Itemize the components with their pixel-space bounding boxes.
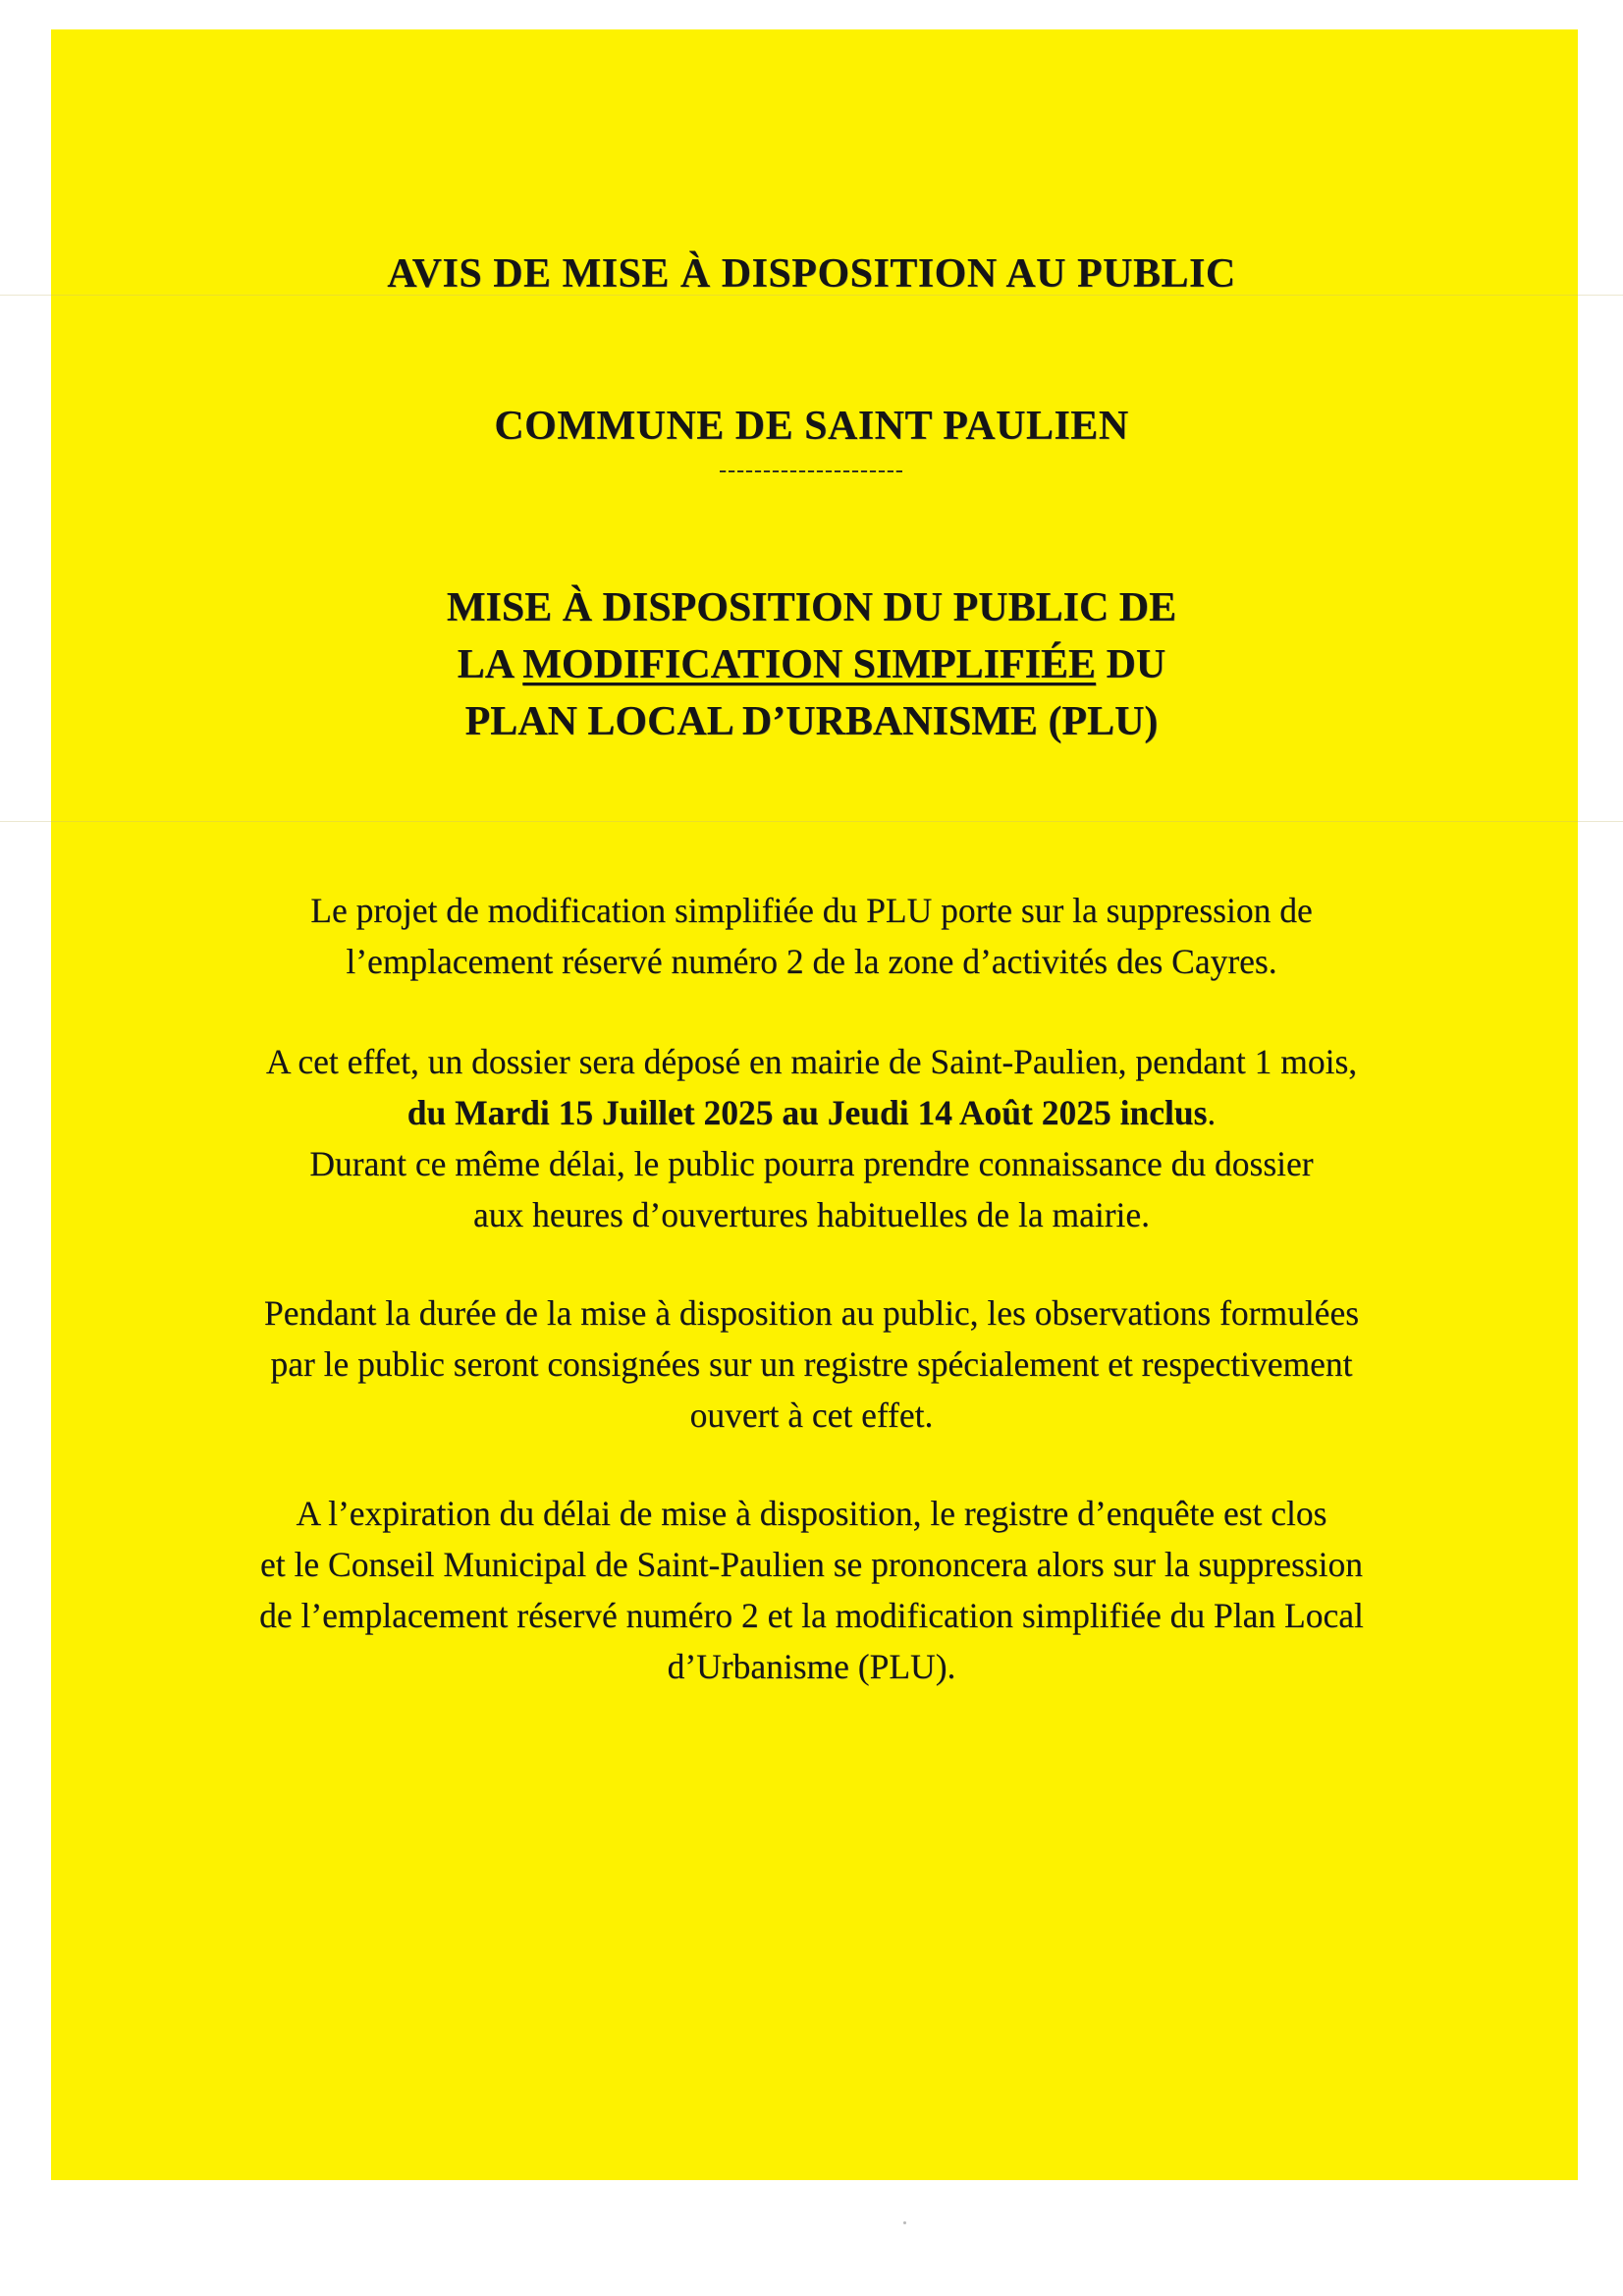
fold-line-middle — [0, 821, 1623, 822]
paragraph-observations — [108, 1287, 1515, 1441]
paragraph-line: ouvert à cet effet. — [689, 1395, 934, 1435]
paragraph-line: d’Urbanisme (PLU). — [667, 1647, 956, 1686]
date-range: du Mardi 15 Juillet 2025 au Jeudi 14 Août 2025 inclus — [406, 1093, 1208, 1132]
commune-name: COMMUNE DE SAINT PAULIEN — [494, 404, 1129, 449]
paragraph-line: Durant ce même délai, le public pourra prendre connaissance du dossier — [309, 1144, 1314, 1183]
paragraph-line: A l’expiration du délai de mise à disposition, le registre d’enquête est clos — [296, 1494, 1327, 1533]
scan-speck — [903, 2221, 906, 2224]
notice-title — [0, 579, 1623, 750]
paragraph-line-dates: du Mardi 15 Juillet 2025 au Jeudi 14 Août 2025 inclus. — [406, 1093, 1217, 1132]
paragraph-line: et le Conseil Municipal de Saint-Paulien se prononcera alors sur la suppression — [260, 1545, 1363, 1584]
notice-header: AVIS DE MISE À DISPOSITION AU PUBLIC — [387, 251, 1236, 297]
paragraph-line: A cet effet, un dossier sera déposé en mairie de Saint-Paulien, pendant 1 mois, — [265, 1042, 1358, 1081]
title-underlined-text: MODIFICATION SIMPLIFIÉE — [522, 642, 1097, 687]
paragraph-line: aux heures d’ouvertures habituelles de la mairie. — [472, 1195, 1151, 1234]
paragraph-project — [108, 885, 1515, 987]
paragraph-line: Pendant la durée de la mise à disposition au public, les observations formulées — [263, 1293, 1360, 1333]
paragraph-line: Le projet de modification simplifiée du PLU porte sur la suppression de — [310, 891, 1313, 930]
title-line-1: MISE À DISPOSITION DU PUBLIC DE — [446, 585, 1177, 630]
paragraph-line: par le public seront consignées sur un registre spécialement et respectivement — [270, 1344, 1353, 1384]
title-line-3: PLAN LOCAL D’URBANISME (PLU) — [464, 699, 1159, 744]
separator-line: --------------------- — [719, 458, 904, 483]
paragraph-expiration — [108, 1488, 1515, 1692]
title-line-2: LA MODIFICATION SIMPLIFIÉE DU — [457, 642, 1166, 687]
paragraph-dates — [108, 1036, 1515, 1240]
paragraph-line: de l’emplacement réservé numéro 2 et la modification simplifiée du Plan Local — [259, 1596, 1364, 1635]
paragraph-line: l’emplacement réservé numéro 2 de la zone d’activités des Cayres. — [346, 942, 1277, 981]
